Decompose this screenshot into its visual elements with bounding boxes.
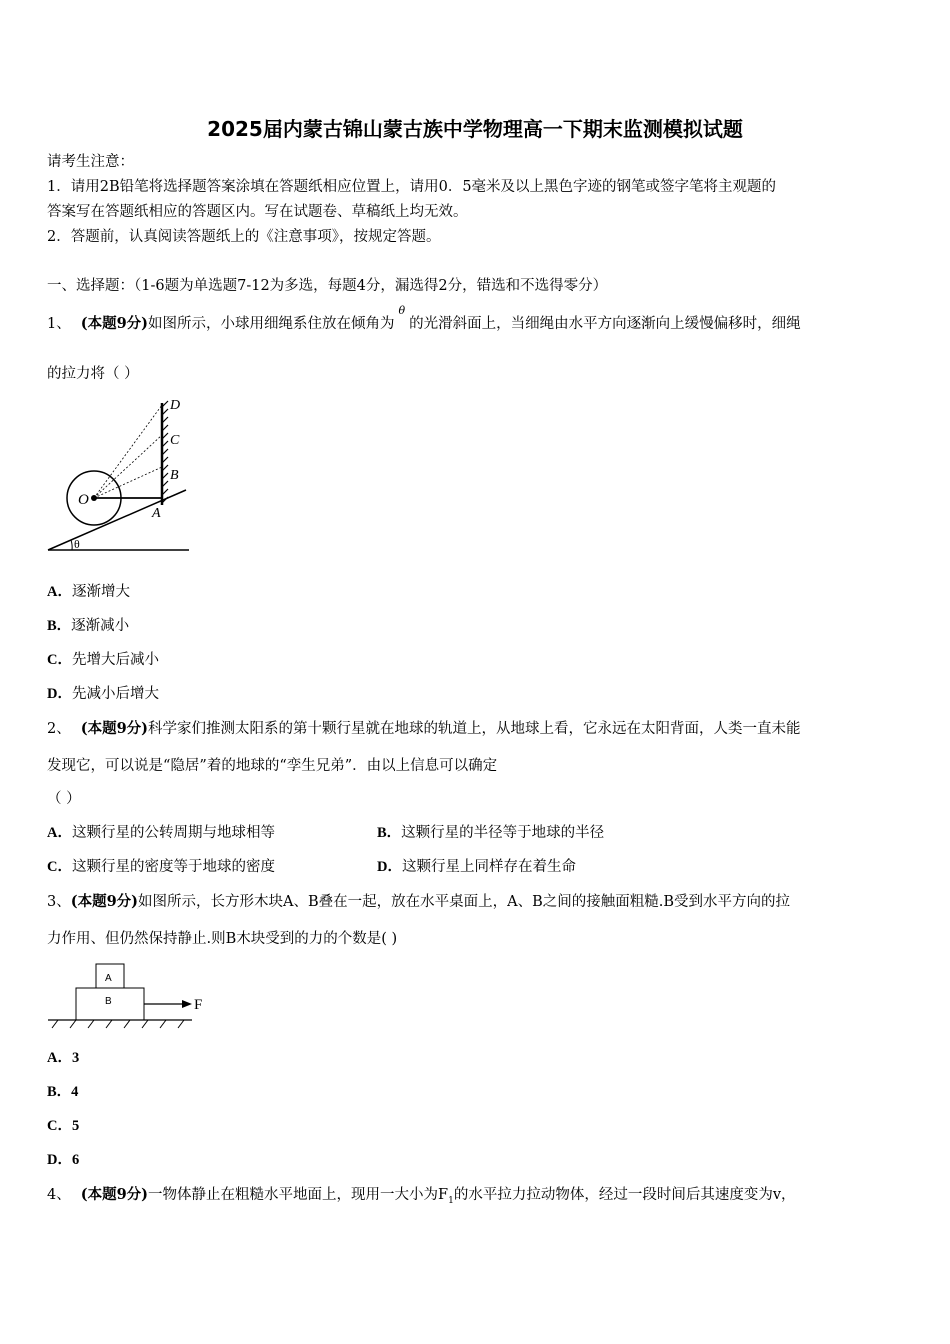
table-hatching [52,1020,184,1028]
section-heading: 一、选择题：（1-6题为单选题7-12为多选，每题4分，漏选得2分，错选和不选得零分） [47,278,608,294]
q3-option-d[interactable]: D．6 [47,1152,80,1168]
rope-dotted-c [94,435,162,498]
rope-dotted-d [94,405,162,498]
q1-text-line-2: 的拉力将（ ） [47,366,139,382]
incline-line [48,490,186,550]
page-title: 2025届内蒙古锦山蒙古族中学物理高一下期末监测模拟试题 [207,117,743,141]
label-d: D [170,398,181,413]
label-b: B [170,468,179,483]
q2-option-b[interactable]: B．这颗行星的半径等于地球的半径 [377,825,605,841]
q4-subscript: 1 [448,1195,454,1206]
q3-text-line-1 [47,892,790,912]
q2-number: 2、 [47,721,71,737]
q2-text-line-2: 发现它，可以说是“隐居”着的地球的“孪生兄弟”．由以上信息可以确定 [47,758,498,774]
q1-option-b[interactable]: B．逐渐减小 [47,618,130,634]
q3-figure [44,958,214,1034]
q4-score: (本题9分) [80,1186,149,1203]
q1-text-a: 如图所示，小球用细绳系住放在倾角为 [148,316,395,332]
label-force-f: F [194,997,203,1013]
q2-option-c[interactable]: C．这颗行星的密度等于地球的密度 [47,859,275,875]
q1-option-d[interactable]: D．先减小后增大 [47,686,159,702]
label-block-a: A [105,973,112,984]
q1-score: (本题9分) [80,315,149,332]
q2-text-line-1 [47,719,801,739]
label-theta: θ [74,537,80,551]
q2-text-line-3: （ ） [47,791,81,807]
q2-option-a[interactable]: A．这颗行星的公转周期与地球相等 [47,825,275,841]
rope-dotted-b [94,467,162,498]
q2-text-a: 科学家们推测太阳系的第十颗行星就在地球的轨道上，从地球上看，它永远在太阳背面，人类一直未能 [148,721,801,737]
notice-line-1: 1．请用2B铅笔将选择题答案涂填在答题纸相应位置上，请用0．5毫米及以上黑色字迹的钢笔或签字笔将主观题的 [47,179,777,195]
q4-text-a: 一物体静止在粗糙水平地面上，现用一大小为F [148,1187,449,1203]
q1-text-b: 的光滑斜面上，当细绳由水平方向逐渐向上缓慢偏移时，细绳 [409,316,801,332]
q4-number: 4、 [47,1187,71,1203]
force-arrow-head [182,1000,192,1008]
notice-line-3: 2．答题前，认真阅读答题纸上的《注意事项》，按规定答题。 [47,229,441,245]
label-a: A [152,506,161,521]
q1-number: 1、 [47,316,71,332]
notice-line-2: 答案写在答题纸相应的答题区内。写在试题卷、草稿纸上均无效。 [47,204,468,220]
q4-text-b: 的水平拉力拉动物体，经过一段时间后其速度变为v， [453,1187,796,1203]
q3-score: (本题9分) [70,893,139,910]
q2-score: (本题9分) [80,720,149,737]
q3-text-line-2: 力作用、但仍然保持静止.则B木块受到的力的个数是( ) [47,931,398,947]
angle-arc [71,540,72,550]
q4-text-line-1 [47,1185,796,1211]
label-c: C [170,433,180,448]
q2-option-d[interactable]: D．这颗行星上同样存在着生命 [377,859,576,875]
q1-option-a[interactable]: A．逐渐增大 [47,584,130,600]
q1-text-line-1 [47,304,801,335]
q3-option-c[interactable]: C．5 [47,1118,80,1134]
q1-theta: θ [398,304,406,317]
label-o: O [78,492,89,508]
q1-figure [44,395,194,557]
q3-text-a: 如图所示，长方形木块A、B叠在一起，放在水平桌面上，A、B之间的接触面粗糙.B受到水平方向的拉 [138,894,791,910]
notice-heading: 请考生注意： [47,154,134,170]
label-block-b: B [105,996,112,1007]
q3-option-a[interactable]: A．3 [47,1050,80,1066]
q1-option-c[interactable]: C．先增大后减小 [47,652,159,668]
q3-option-b[interactable]: B．4 [47,1084,79,1100]
q3-number: 3、 [47,894,71,910]
